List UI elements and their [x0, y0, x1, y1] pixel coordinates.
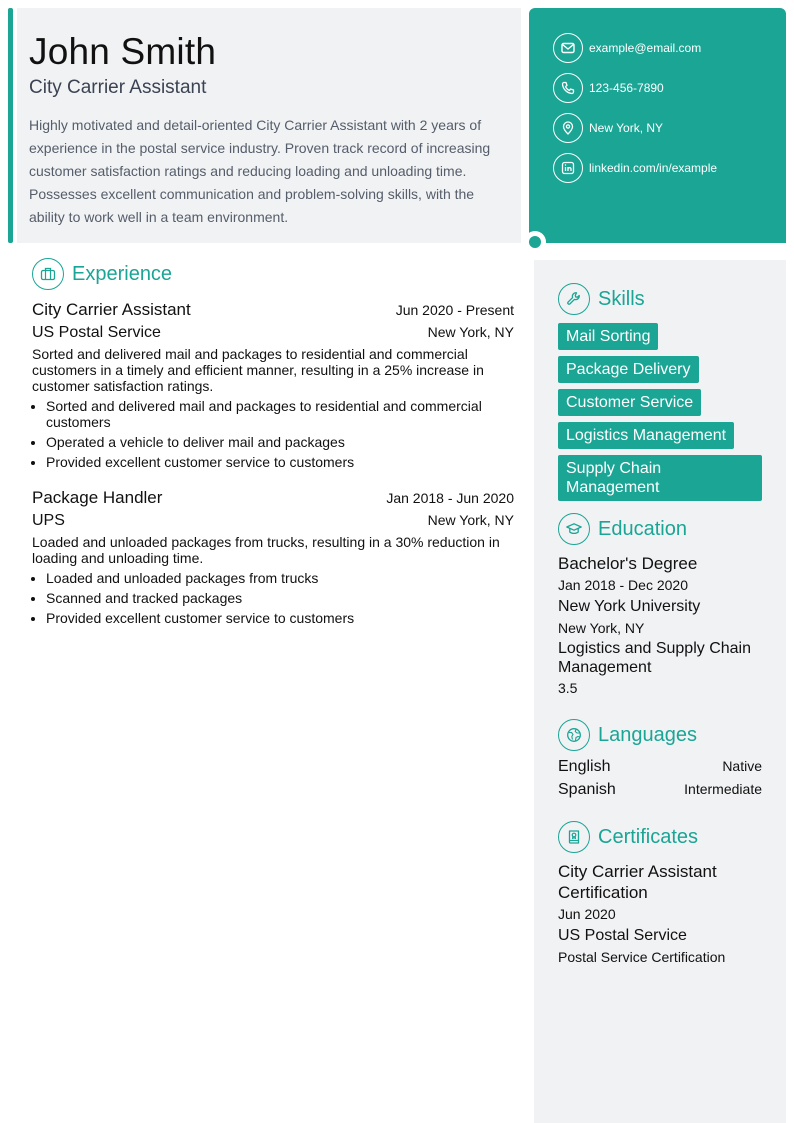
education-school: New York University [558, 598, 701, 615]
job-bullet: • Loaded and unloaded packages from trucks [46, 570, 514, 586]
contact-linkedin-text: linkedin.com/in/example [589, 161, 718, 175]
certificate-book-icon [558, 821, 590, 853]
contact-location [553, 112, 663, 144]
certificates-heading [558, 821, 698, 853]
header-accent-bar [8, 8, 13, 243]
education-field: Logistics and Supply Chain Management [558, 640, 752, 676]
contact-panel [529, 8, 786, 243]
contact-phone[interactable] [553, 72, 664, 104]
job-bullet: • Provided excellent customer service to customers [46, 610, 514, 626]
language-level: Native [722, 758, 762, 774]
certificates-title: Certificates [598, 825, 699, 848]
skills-heading [558, 283, 645, 315]
contact-email[interactable] [553, 32, 701, 64]
job-bullet: • Provided excellent customer service to customers [46, 454, 514, 470]
language-name: English [558, 758, 611, 775]
experience-heading [32, 258, 172, 290]
job-bullet: • Sorted and delivered mail and packages to residential and commercial customers [46, 398, 514, 430]
job-entry [32, 488, 514, 630]
skill-tag: Supply Chain Management [558, 455, 762, 501]
skill-tag: Package Delivery [558, 356, 699, 383]
certificate-description: Postal Service Certification [558, 949, 726, 965]
briefcase-icon [32, 258, 64, 290]
summary-text: Highly motivated and detail-oriented City Carrier Assistant with 2 years of experience in the postal service industry. Proven track record of increasing customer satisfaction ratings and reducing loading and unloading time. Possesses excellent communication and problem-solving skills, with the ability to work well in a team environment. [29, 117, 491, 225]
certificate-issuer: US Postal Service [558, 927, 687, 944]
skills-title: Skills [598, 287, 645, 310]
experience-title: Experience [72, 262, 173, 285]
language-row [558, 781, 762, 804]
skills-list [558, 323, 762, 507]
linkedin-icon [553, 153, 583, 183]
job-location: New York, NY [427, 512, 514, 528]
education-entry [558, 553, 762, 699]
envelope-icon [553, 33, 583, 63]
skill-tag: Logistics Management [558, 422, 734, 449]
contact-phone-text: 123-456-7890 [589, 81, 664, 95]
job-entry [32, 300, 514, 474]
language-row [558, 758, 762, 781]
job-location: New York, NY [427, 324, 514, 340]
skill-tag: Mail Sorting [558, 323, 658, 350]
phone-icon [553, 73, 583, 103]
candidate-title: City Carrier Assistant [29, 77, 207, 98]
job-title: Package Handler [32, 488, 163, 507]
contact-linkedin[interactable] [553, 152, 717, 184]
wrench-icon [558, 283, 590, 315]
education-location: New York, NY [558, 620, 645, 636]
job-bullets [32, 570, 514, 626]
languages-list [558, 758, 762, 804]
languages-heading [558, 719, 697, 751]
certificate-name: City Carrier Assistant Certification [558, 862, 717, 902]
language-level: Intermediate [684, 781, 762, 797]
education-heading [558, 513, 687, 545]
header-connector-dot [529, 236, 541, 248]
education-dates: Jan 2018 - Dec 2020 [558, 577, 688, 593]
languages-title: Languages [598, 723, 697, 746]
globe-icon [558, 719, 590, 751]
candidate-name: John Smith [29, 31, 217, 72]
job-company: UPS [32, 512, 65, 529]
job-dates: Jan 2018 - Jun 2020 [386, 490, 514, 506]
job-description: Sorted and delivered mail and packages to residential and commercial customers in a timely and efficient manner, resulting in a 25% increase in customer satisfaction ratings. [32, 346, 484, 394]
header-panel [17, 8, 521, 243]
contact-email-text: example@email.com [589, 41, 702, 55]
certificate-date: Jun 2020 [558, 906, 616, 922]
job-bullets [32, 398, 514, 470]
job-company: US Postal Service [32, 324, 161, 341]
job-title: City Carrier Assistant [32, 300, 191, 319]
contact-location-text: New York, NY [589, 121, 664, 135]
skill-tag: Customer Service [558, 389, 701, 416]
map-pin-icon [553, 113, 583, 143]
job-description: Loaded and unloaded packages from trucks, resulting in a 30% reduction in loading and unloading time. [32, 534, 500, 566]
certificate-entry [558, 861, 762, 968]
graduation-cap-icon [558, 513, 590, 545]
job-dates: Jun 2020 - Present [395, 302, 514, 318]
job-bullet: • Scanned and tracked packages [46, 590, 514, 606]
education-title: Education [598, 517, 687, 540]
job-bullet: • Operated a vehicle to deliver mail and packages [46, 434, 514, 450]
language-name: Spanish [558, 781, 616, 798]
education-degree: Bachelor's Degree [558, 554, 698, 573]
education-gpa: 3.5 [558, 680, 578, 696]
